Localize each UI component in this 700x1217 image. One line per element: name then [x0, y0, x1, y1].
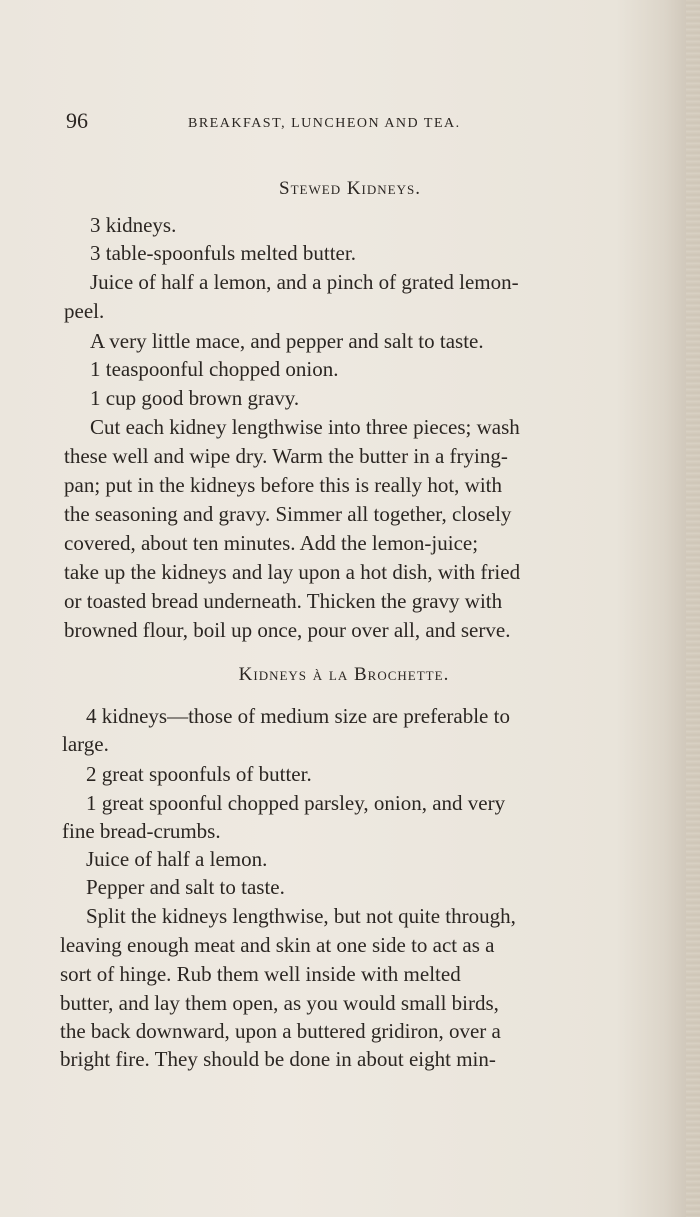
- running-title: BREAKFAST, LUNCHEON AND TEA.: [188, 116, 461, 131]
- ingredient-line: Pepper and salt to taste.: [86, 875, 285, 899]
- ingredient-line: 3 table-spoonfuls melted butter.: [90, 241, 356, 265]
- ingredient-line: 1 cup good brown gravy.: [90, 386, 300, 410]
- direction-line: butter, and lay them open, as you would small birds,: [60, 991, 499, 1015]
- page-number: 96: [66, 108, 88, 133]
- ingredient-line: peel.: [64, 299, 105, 323]
- ingredient-line: large.: [62, 732, 109, 756]
- direction-line: these well and wipe dry. Warm the butter in a frying-: [64, 444, 508, 468]
- ingredient-line: 3 kidneys.: [90, 213, 177, 237]
- ingredient-line: 4 kidneys—those of medium size are preferable to: [86, 704, 510, 728]
- ingredient-line: 1 teaspoonful chopped onion.: [90, 357, 339, 381]
- ingredient-line: fine bread-crumbs.: [62, 819, 221, 843]
- direction-line: take up the kidneys and lay upon a hot dish, with fried: [64, 560, 521, 584]
- ingredient-line: Juice of half a lemon.: [86, 847, 268, 871]
- direction-line: sort of hinge. Rub them well inside with melted: [60, 962, 461, 986]
- ingredient-line: Juice of half a lemon, and a pinch of grated lemon-: [90, 270, 519, 294]
- direction-line: leaving enough meat and skin at one side to act as a: [60, 933, 495, 957]
- direction-line: pan; put in the kidneys before this is really hot, with: [64, 473, 503, 497]
- direction-line: the seasoning and gravy. Simmer all together, closely: [64, 502, 512, 526]
- direction-line: the back downward, upon a buttered gridiron, over a: [60, 1019, 501, 1043]
- ingredient-line: A very little mace, and pepper and salt to taste.: [90, 329, 484, 353]
- page-header: [66, 108, 626, 138]
- direction-line: bright fire. They should be done in about eight min-: [60, 1047, 496, 1071]
- recipe-title: Kidneys à la Brochette.: [238, 664, 450, 685]
- direction-line: browned flour, boil up once, pour over all, and serve.: [64, 618, 511, 642]
- ingredient-line: 1 great spoonful chopped parsley, onion, and very: [86, 791, 506, 815]
- direction-line: or toasted bread underneath. Thicken the gravy with: [64, 589, 503, 613]
- direction-line: Cut each kidney lengthwise into three pieces; wash: [90, 415, 520, 439]
- direction-line: Split the kidneys lengthwise, but not quite through,: [86, 904, 516, 928]
- ingredient-line: 2 great spoonfuls of butter.: [86, 762, 312, 786]
- recipe-title: Stewed Kidneys.: [279, 178, 421, 199]
- direction-line: covered, about ten minutes. Add the lemon-juice;: [64, 531, 479, 555]
